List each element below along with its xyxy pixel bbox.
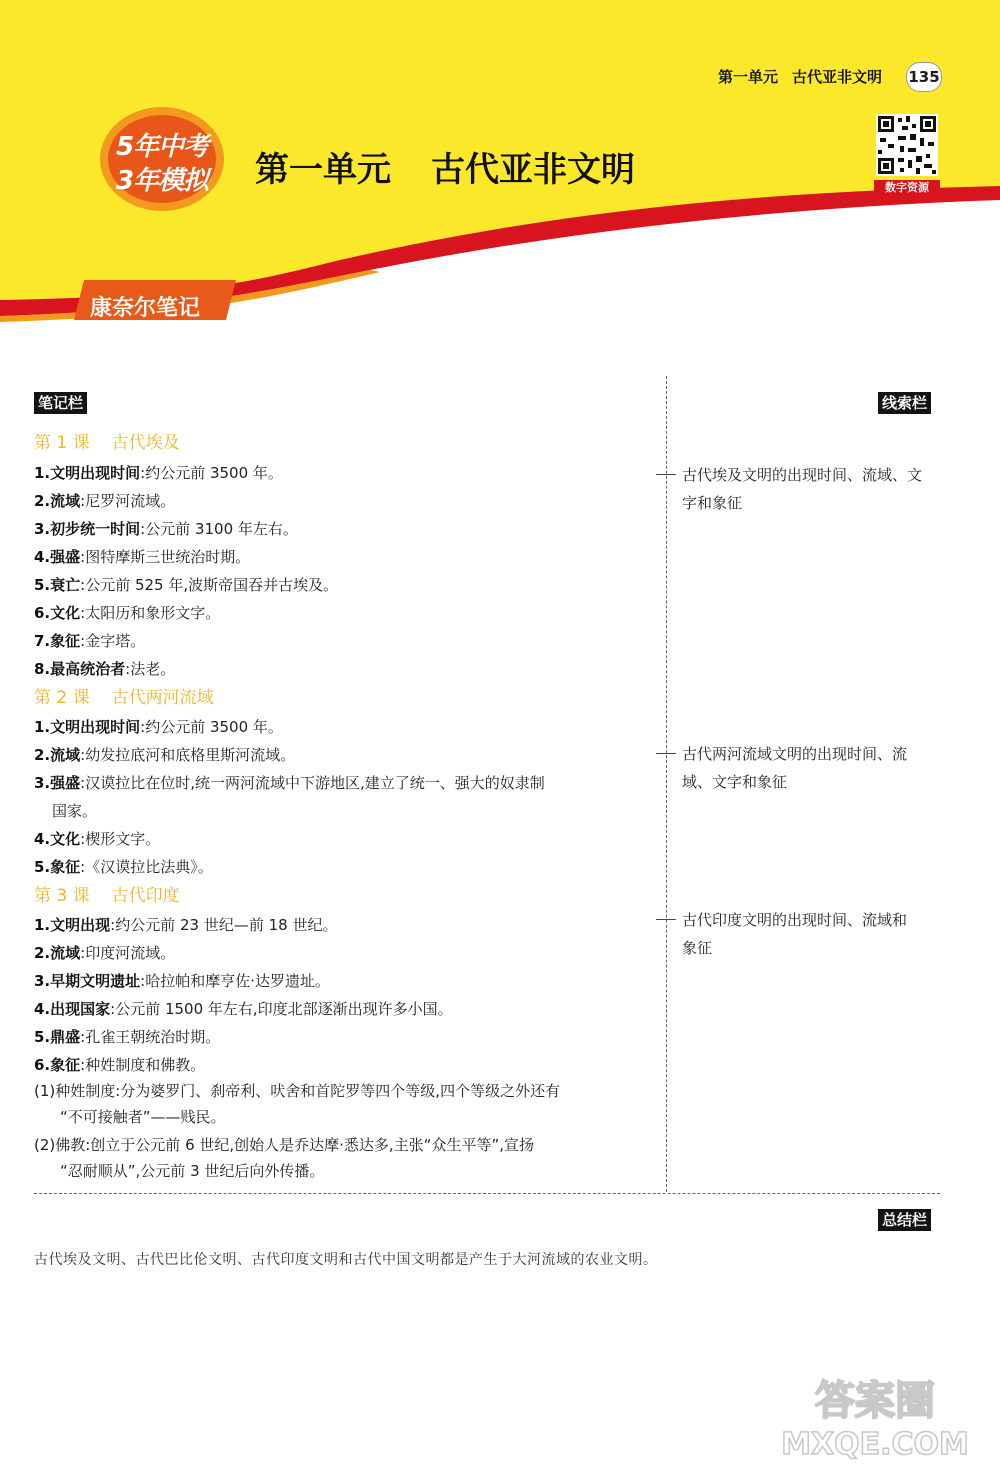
cue-lesson-1	[656, 461, 946, 517]
l3-item: 1.文明出现:约公元前 23 世纪—前 18 世纪。	[34, 916, 338, 934]
l3-item: 2.流域:印度河流域。	[34, 944, 176, 962]
unit-title	[255, 142, 635, 191]
qr-code-icon[interactable]	[876, 114, 938, 176]
cue-line: 古代两河流域文明的出现时间、流	[682, 745, 908, 763]
watermark	[760, 1370, 990, 1460]
l2-item: 5.象征:《汉谟拉比法典》。	[34, 858, 213, 876]
brand-logo	[98, 104, 226, 214]
cue-line: 古代印度文明的出现时间、流域和	[682, 911, 908, 929]
lesson-1-title: 古代埃及	[111, 433, 180, 453]
logo-line1: 5年中考	[115, 132, 209, 162]
l1-item: 5.衰亡:公元前 525 年,波斯帝国吞并古埃及。	[34, 576, 339, 594]
summary-divider	[34, 1193, 940, 1194]
cue-lesson-2	[656, 740, 946, 796]
cue-connector	[656, 919, 676, 920]
cue-lesson-3	[656, 906, 946, 962]
running-unit: 第一单元	[718, 68, 779, 86]
lesson-3-heading	[34, 884, 180, 908]
cue-connector	[656, 753, 676, 754]
l2-item: 3.强盛:汉谟拉比在位时,统一两河流域中下游地区,建立了统一、强大的奴隶制	[34, 774, 545, 792]
l3-subitem-continued: “不可接触者”——贱民。	[60, 1108, 226, 1126]
l2-item: 1.文明出现时间:约公元前 3500 年。	[34, 718, 283, 736]
unit-name: 古代亚非文明	[431, 150, 635, 190]
l1-item: 6.文化:太阳历和象形文字。	[34, 604, 221, 622]
l1-item: 8.最高统治者:法老。	[34, 660, 176, 678]
brand-title: 康奈尔笔记	[90, 296, 201, 321]
l3-subitem: (2)佛教:创立于公元前 6 世纪,创始人是乔达摩·悉达多,主张“众生平等”,宣扬	[34, 1136, 534, 1154]
lesson-3-title: 古代印度	[111, 886, 180, 906]
lesson-1-number: 第 1 课	[34, 433, 90, 453]
l3-subitem: (1)种姓制度:分为婆罗门、刹帝利、吠舍和首陀罗等四个等级,四个等级之外还有	[34, 1082, 561, 1100]
l1-item: 7.象征:金字塔。	[34, 632, 146, 650]
l2-item: 2.流域:幼发拉底河和底格里斯河流域。	[34, 746, 296, 764]
logo-line2: 3年模拟	[115, 166, 209, 196]
watermark-bottom: MXQE.COM	[781, 1427, 969, 1460]
l1-item: 2.流域:尼罗河流域。	[34, 492, 176, 510]
cue-line: 象征	[682, 939, 713, 957]
l2-item-continued: 国家。	[52, 802, 98, 820]
l3-item: 6.象征:种姓制度和佛教。	[34, 1056, 206, 1074]
lesson-2-title: 古代两河流域	[111, 688, 214, 708]
cue-line: 字和象征	[682, 494, 743, 512]
summary-tag: 总结栏	[878, 1209, 931, 1231]
l3-item: 3.早期文明遗址:哈拉帕和摩亨佐·达罗遗址。	[34, 972, 330, 990]
cues-tag: 线索栏	[878, 392, 931, 414]
running-title: 古代亚非文明	[792, 68, 883, 86]
lesson-3-number: 第 3 课	[34, 886, 90, 906]
header-banner	[0, 0, 1000, 330]
lesson-2-heading	[34, 686, 214, 710]
summary-text: 古代埃及文明、古代巴比伦文明、古代印度文明和古代中国文明都是产生于大河流域的农业文明。	[34, 1252, 658, 1268]
cue-line: 古代埃及文明的出现时间、流域、文	[682, 466, 923, 484]
l1-item: 3.初步统一时间:公元前 3100 年左右。	[34, 520, 298, 538]
watermark-top: 答案圈	[815, 1378, 935, 1424]
l1-item: 1.文明出现时间:约公元前 3500 年。	[34, 464, 283, 482]
watermark-logo-icon	[760, 1370, 990, 1460]
notes-tag: 笔记栏	[34, 392, 87, 414]
l3-item: 4.出现国家:公元前 1500 年左右,印度北部逐渐出现许多小国。	[34, 1000, 453, 1018]
running-head	[718, 66, 882, 87]
unit-label: 第一单元	[255, 150, 391, 190]
qr-label: 数字资源	[874, 180, 940, 196]
l3-item: 5.鼎盛:孔雀王朝统治时期。	[34, 1028, 221, 1046]
lesson-2-number: 第 2 课	[34, 688, 90, 708]
l2-item: 4.文化:楔形文字。	[34, 830, 161, 848]
lesson-1-heading	[34, 431, 180, 455]
cue-line: 域、文字和象征	[682, 773, 788, 791]
l1-item: 4.强盛:图特摩斯三世统治时期。	[34, 548, 251, 566]
cue-connector	[656, 474, 676, 475]
page-number: 135	[906, 62, 942, 92]
l3-subitem-continued: “忍耐顺从”,公元前 3 世纪后向外传播。	[60, 1162, 325, 1180]
